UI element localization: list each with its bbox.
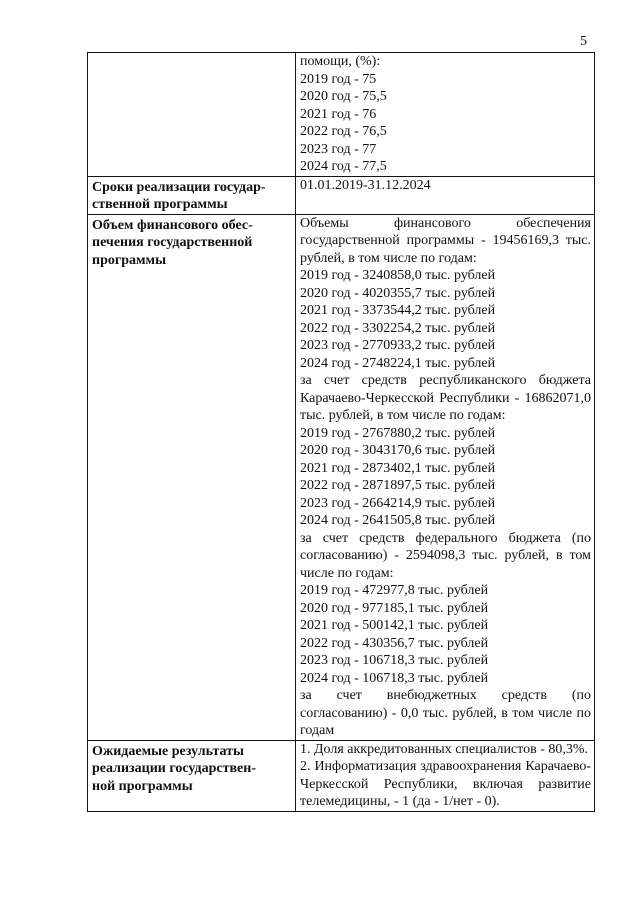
results-label-line-3: ной программы [92,778,193,794]
funding-federal-2024: 2024 год - 106718,3 тыс. рублей [300,670,489,686]
indicator-unit: помощи, (%): [300,54,381,69]
value-cell-timeline [296,176,595,214]
table-row-funding [88,214,595,740]
timeline-label-line-2: ственной программы [92,197,228,212]
funding-federal-2019: 2019 год - 472977,8 тыс. рублей [300,583,489,598]
value-cell-indicator [296,53,595,177]
indicator-2020: 2020 год - 75,5 [300,89,387,104]
timeline-value: 01.01.2019-31.12.2024 [300,177,431,193]
indicator-2021: 2021 год - 76 [300,106,377,122]
label-cell-results [88,740,296,811]
funding-republic-2019: 2019 год - 2767880,2 тыс. рублей [300,425,496,441]
label-cell-empty [88,53,296,177]
funding-federal-intro: за счет средств федерального бюджета (по согласованию) - 2594098,3 тыс. рублей, в том числе по годам: [300,530,591,581]
value-cell-funding [296,214,595,740]
indicator-2023: 2023 год - 77 [300,141,377,157]
funding-republic-intro: за счет средств республиканского бюджета Карачаево-Черкесской Республики - 16862071,0 тыс. рублей, в том числе по годам: [300,373,591,423]
funding-republic-2021: 2021 год - 2873402,1 тыс. рублей [300,460,496,476]
funding-republic-2024: 2024 год - 2641505,8 тыс. рублей [300,513,496,528]
results-label-line-1: Ожидаемые результаты [92,743,244,759]
table-row-results [88,740,595,811]
funding-label-line-3: программы [92,252,166,268]
label-cell-timeline [88,176,296,214]
value-cell-results [296,740,595,811]
funding-federal-2021: 2021 год - 500142,1 тыс. рублей [300,618,489,633]
funding-federal-2023: 2023 год - 106718,3 тыс. рублей [300,653,489,668]
page-number: 5 [580,34,587,49]
funding-federal-2020: 2020 год - 977185,1 тыс. рублей [300,600,489,616]
funding-total-intro: Объемы финансового обеспечения государственной программы - 19456169,3 тыс. рублей, в том числе по годам: [300,215,591,266]
funding-republic-2022: 2022 год - 2871897,5 тыс. рублей [300,478,496,493]
timeline-label-line-1: Сроки реализации государ- [92,179,266,195]
funding-total-2022: 2022 год - 3302254,2 тыс. рублей [300,320,496,336]
funding-federal-2022: 2022 год - 430356,7 тыс. рублей [300,635,489,651]
funding-total-2024: 2024 год - 2748224,1 тыс. рублей [300,355,496,371]
indicator-2022: 2022 год - 76,5 [300,124,387,139]
program-passport-table [87,52,595,812]
results-label-line-2: реализации государствен- [92,761,256,776]
table-row-indicator-continuation [88,53,595,177]
funding-label-line-1: Объем финансового обес- [92,217,253,233]
funding-republic-2023: 2023 год - 2664214,9 тыс. рублей [300,495,496,511]
label-cell-funding [88,214,296,740]
funding-label-line-2: печения государственной [92,235,253,250]
funding-total-2023: 2023 год - 2770933,2 тыс. рублей [300,338,496,353]
indicator-2024: 2024 год - 77,5 [300,159,387,174]
funding-republic-2020: 2020 год - 3043170,6 тыс. рублей [300,443,496,458]
result-item-2: 2. Информатизация здравоохранения Карачаево-Черкесской Республики, включая развитие телемедицины, - 1 (да - 1/нет - 0). [300,759,591,809]
result-item-1: 1. Доля аккредитованных специалистов - 80,3%. [300,741,589,757]
funding-total-2019: 2019 год - 3240858,0 тыс. рублей [300,268,496,283]
funding-total-2021: 2021 год - 3373544,2 тыс. рублей [300,303,496,318]
funding-extrabudget-intro: за счет внебюджетных средств (по согласованию) - 0,0 тыс. рублей, в том числе по годам [300,688,591,738]
funding-total-2020: 2020 год - 4020355,7 тыс. рублей [300,285,496,301]
indicator-2019: 2019 год - 75 [300,71,377,87]
table-row-timeline [88,176,595,214]
